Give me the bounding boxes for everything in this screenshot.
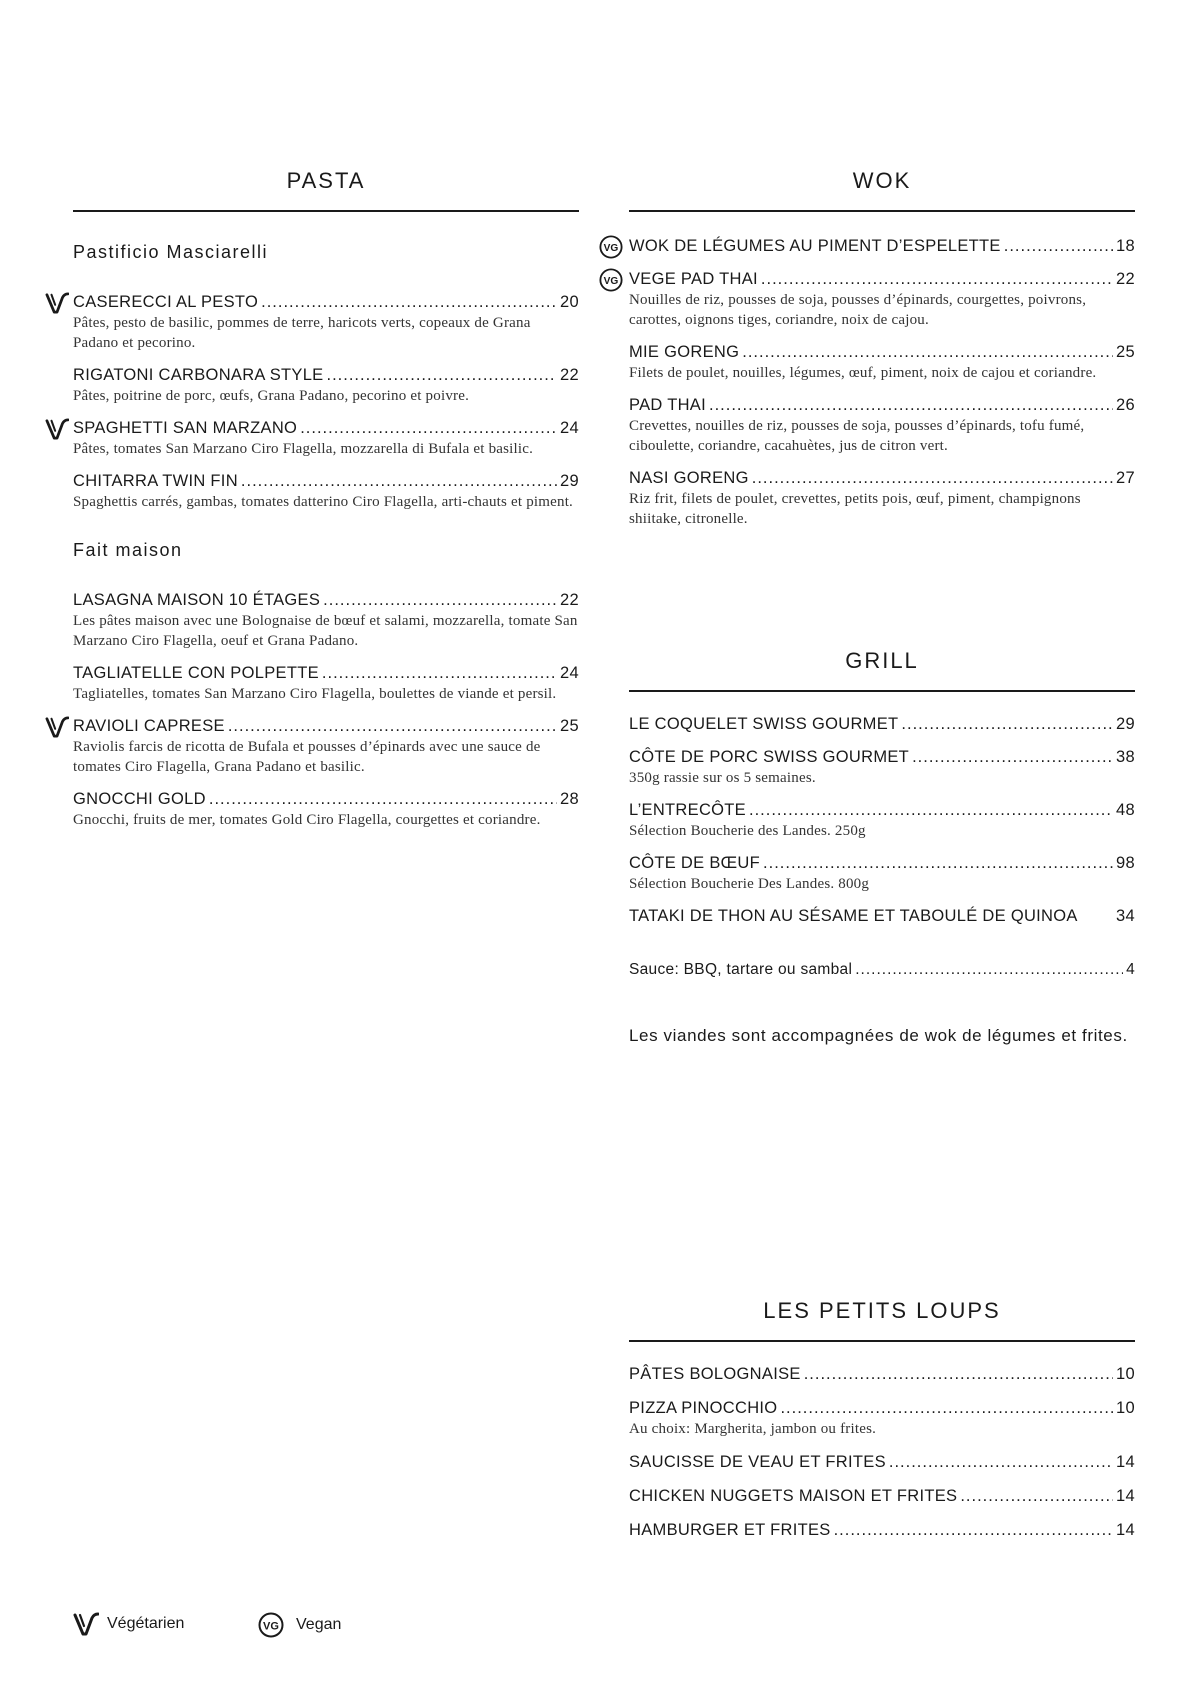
item-name: TAGLIATELLE CON POLPETTE — [73, 664, 319, 682]
item-name: RAVIOLI CAPRESE — [73, 717, 225, 735]
svg-text:VG: VG — [603, 276, 619, 288]
menu-list — [73, 590, 579, 830]
item-description: Sélection Boucherie des Landes. 250g — [629, 823, 866, 839]
menu-item — [73, 292, 579, 353]
pasta-group-masciarelli — [73, 242, 579, 512]
grill-section — [629, 648, 1135, 1065]
item-price: 10 — [1116, 1365, 1135, 1383]
menu-item — [629, 800, 1135, 841]
item-name: LE COQUELET SWISS GOURMET — [629, 715, 899, 733]
item-description: Pâtes, pesto de basilic, pommes de terre, haricots verts, copeaux de Grana Padano et pecorino. — [73, 315, 531, 351]
leader-dots — [300, 418, 557, 439]
menu-item — [603, 236, 1135, 257]
item-price: 10 — [1116, 1399, 1135, 1417]
menu-item — [73, 663, 579, 704]
item-price: 14 — [1116, 1487, 1135, 1505]
item-name: CHICKEN NUGGETS MAISON ET FRITES — [629, 1487, 958, 1505]
menu-item — [629, 906, 1135, 927]
grill-note: Les viandes sont accompagnées de wok de légumes et frites. — [629, 1026, 1128, 1045]
menu-item — [629, 395, 1135, 456]
leader-dots — [326, 365, 557, 386]
item-price: 18 — [1116, 237, 1135, 255]
item-name: TATAKI DE THON AU SÉSAME ET TABOULÉ DE QUINOA — [629, 907, 1078, 925]
item-description: 350g rassie sur os 5 semaines. — [629, 770, 816, 786]
group-heading: Pastificio Masciarelli — [73, 242, 269, 262]
menu-item — [73, 789, 579, 830]
item-price: 24 — [560, 664, 579, 682]
item-description: Riz frit, filets de poulet, crevettes, petits pois, œuf, piment, champignons shiitake, citronelle. — [629, 491, 1081, 527]
item-name: PIZZA PINOCCHIO — [629, 1399, 778, 1417]
item-description: Tagliatelles, tomates San Marzano Ciro Flagella, boulettes de viande et persil. — [73, 686, 557, 702]
item-name: PAD THAI — [629, 396, 706, 414]
leader-dots — [709, 395, 1113, 416]
kids-title: LES PETITS LOUPS — [629, 1298, 1135, 1342]
svg-text:VG: VG — [603, 243, 619, 255]
item-description: Crevettes, nouilles de riz, pousses de soja, pousses d’épinards, tofu fumé, ciboulette, coriandre, cacahuètes, jus de citron vert. — [629, 418, 1085, 454]
leader-dots — [749, 800, 1113, 821]
item-price: 48 — [1116, 801, 1135, 819]
menu-item — [629, 1398, 1135, 1439]
item-price: 34 — [1116, 907, 1135, 925]
item-description: Les pâtes maison avec une Bolognaise de bœuf et salami, mozzarella, tomate San Marzano Ciro Flagella, oeuf et Grana Padano. — [73, 613, 578, 649]
wok-section — [603, 168, 1135, 529]
item-name: RIGATONI CARBONARA STYLE — [73, 366, 324, 384]
item-description: Nouilles de riz, pousses de soja, pousses d’épinards, courgettes, poivrons, carottes, oignons tiges, coriandre, noix de cajou. — [629, 292, 1087, 328]
vegetarian-icon — [73, 1612, 99, 1636]
menu-item — [629, 1486, 1135, 1507]
leader-dots — [209, 789, 557, 810]
menu-item — [73, 365, 579, 406]
sauce-name: Sauce: BBQ, tartare ou sambal — [629, 961, 853, 978]
leader-dots — [763, 853, 1113, 874]
item-price: 20 — [560, 293, 579, 311]
item-description: Spaghettis carrés, gambas, tomates datterino Ciro Flagella, arti-chauts et piment. — [73, 494, 574, 510]
item-price: 26 — [1116, 396, 1135, 414]
vegan-icon — [599, 235, 623, 259]
item-name: NASI GORENG — [629, 469, 749, 487]
item-price: 22 — [1116, 270, 1135, 288]
svg-text:VG: VG — [263, 1620, 279, 1633]
item-price: 22 — [560, 591, 579, 609]
menu-item — [629, 747, 1135, 788]
menu-item — [629, 1520, 1135, 1541]
item-name: SPAGHETTI SAN MARZANO — [73, 419, 298, 437]
sauce-item — [629, 959, 1135, 980]
vegan-icon — [599, 268, 623, 292]
item-name: L’ENTRECÔTE — [629, 801, 746, 819]
item-price: 25 — [1116, 343, 1135, 361]
legend-vegan — [258, 1612, 341, 1638]
leader-dots — [323, 590, 557, 611]
item-price: 28 — [560, 790, 579, 808]
item-price: 22 — [560, 366, 579, 384]
menu-item — [629, 1364, 1135, 1385]
grill-title: GRILL — [629, 648, 1135, 692]
item-name: CASERECCI AL PESTO — [73, 293, 259, 311]
dietary-legend — [73, 1612, 473, 1642]
item-price: 29 — [560, 472, 579, 490]
item-name: CÔTE DE BŒUF — [629, 854, 761, 872]
item-price: 24 — [560, 419, 579, 437]
leader-dots — [960, 1486, 1113, 1507]
leader-dots — [241, 471, 557, 492]
leader-dots — [912, 747, 1113, 768]
pasta-group-fait-maison — [73, 540, 579, 830]
menu-item — [73, 418, 579, 459]
pasta-title: PASTA — [73, 168, 579, 212]
item-description: Pâtes, tomates San Marzano Ciro Flagella, mozzarella di Bufala et basilic. — [73, 441, 534, 457]
menu-list — [603, 236, 1135, 529]
item-name: LASAGNA MAISON 10 ÉTAGES — [73, 591, 321, 609]
item-description: Au choix: Margherita, jambon ou frites. — [629, 1421, 877, 1437]
item-name: MIE GORENG — [629, 343, 740, 361]
item-price: 25 — [560, 717, 579, 735]
item-description: Sélection Boucherie Des Landes. 800g — [629, 876, 870, 892]
leader-dots — [901, 714, 1113, 735]
item-description: Gnocchi, fruits de mer, tomates Gold Ciro Flagella, courgettes et coriandre. — [73, 812, 541, 828]
item-price: 29 — [1116, 715, 1135, 733]
item-name: CHITARRA TWIN FIN — [73, 472, 238, 490]
item-name: GNOCCHI GOLD — [73, 790, 206, 808]
vegetarian-icon — [45, 716, 69, 738]
leader-dots — [742, 342, 1113, 363]
leader-dots — [780, 1398, 1113, 1419]
leader-dots — [889, 1452, 1113, 1473]
item-description: Filets de poulet, nouilles, légumes, œuf, piment, noix de cajou et coriandre. — [629, 365, 1097, 381]
leader-dots — [804, 1364, 1113, 1385]
group-heading: Fait maison — [73, 540, 183, 560]
item-name: WOK DE LÉGUMES AU PIMENT D’ESPELETTE — [629, 237, 1001, 255]
menu-item — [629, 1452, 1135, 1473]
vegan-icon — [258, 1612, 284, 1638]
item-description: Pâtes, poitrine de porc, œufs, Grana Padano, pecorino et poivre. — [73, 388, 470, 404]
sauce-price: 4 — [1126, 961, 1135, 978]
pasta-section — [73, 168, 579, 830]
leader-dots — [322, 663, 557, 684]
item-price: 38 — [1116, 748, 1135, 766]
leader-dots — [834, 1520, 1113, 1541]
item-description: Raviolis farcis de ricotta de Bufala et pousses d’épinards avec une sauce de tomates Ciro Flagella, Grana Padano et basilic. — [73, 739, 541, 775]
vegetarian-icon — [45, 292, 69, 314]
vegetarian-icon — [45, 418, 69, 440]
item-name: SAUCISSE DE VEAU ET FRITES — [629, 1453, 886, 1471]
leader-dots — [1004, 236, 1113, 257]
legend-vegetarian — [73, 1612, 184, 1636]
item-price: 14 — [1116, 1453, 1135, 1471]
menu-item — [629, 342, 1135, 383]
menu-item — [629, 468, 1135, 529]
leader-dots — [261, 292, 557, 313]
legend-label: Végétarien — [107, 1615, 185, 1632]
legend-label: Vegan — [296, 1616, 342, 1633]
menu-item — [73, 716, 579, 777]
leader-dots — [228, 716, 557, 737]
menu-list — [629, 1364, 1135, 1541]
kids-section — [629, 1298, 1135, 1541]
menu-list — [73, 292, 579, 512]
item-price: 14 — [1116, 1521, 1135, 1539]
item-price: 98 — [1116, 854, 1135, 872]
leader-dots — [752, 468, 1113, 489]
item-name: PÂTES BOLOGNAISE — [629, 1365, 801, 1383]
leader-dots — [855, 959, 1123, 980]
menu-list — [629, 714, 1135, 927]
item-name: VEGE PAD THAI — [629, 270, 758, 288]
wok-title: WOK — [629, 168, 1135, 212]
item-price: 27 — [1116, 469, 1135, 487]
menu-item — [603, 269, 1135, 330]
menu-item — [629, 853, 1135, 894]
item-name: HAMBURGER ET FRITES — [629, 1521, 831, 1539]
menu-item — [73, 471, 579, 512]
menu-item — [73, 590, 579, 651]
menu-item — [629, 714, 1135, 735]
item-name: CÔTE DE PORC SWISS GOURMET — [629, 748, 910, 766]
leader-dots — [761, 269, 1113, 290]
